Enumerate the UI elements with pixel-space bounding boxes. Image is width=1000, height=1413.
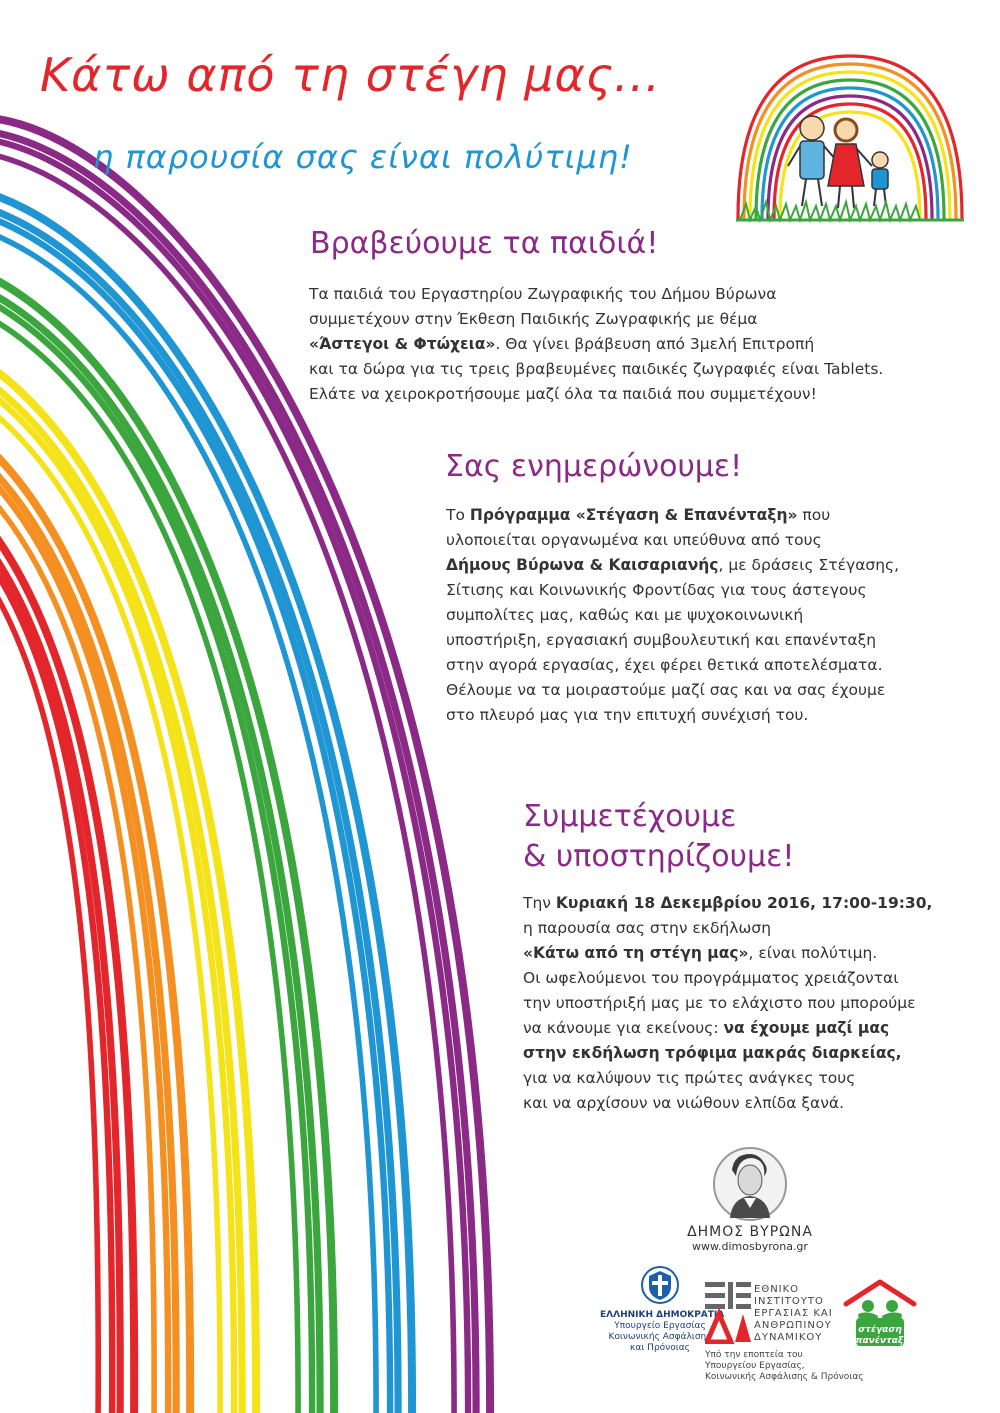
eiead-footer — [705, 1350, 864, 1383]
text-segment: συμπολίτες μας, καθώς και με ψυχοκοινωνική — [446, 606, 804, 624]
body-line — [523, 891, 932, 916]
section-body-support — [523, 891, 932, 1116]
body-line — [446, 678, 899, 703]
body-line — [446, 628, 899, 653]
body-line — [523, 1066, 932, 1091]
text-segment: Την — [523, 894, 556, 912]
eiead-name-line5: ΔΥΝΑΜΙΚΟΥ — [754, 1332, 823, 1343]
text-segment: Σίτισης και Κοινωνικής Φροντίδας για τους άστεγους — [446, 581, 867, 599]
text-segment: να κάνουμε για εκείνους: — [523, 1019, 724, 1037]
eiead-name-line2: ΙΝΣΤΙΤΟΥΤΟ — [754, 1296, 824, 1307]
text-segment: Θέλουμε να τα μοιραστούμε μαζί σας και να σας έχουμε — [446, 681, 886, 699]
bold-text: Πρόγραμμα «Στέγαση & Επανένταξη» — [469, 506, 798, 524]
eiead-logo-icon — [705, 1282, 751, 1344]
eiead-name-line1: ΕΘΝΙΚΟ — [754, 1284, 800, 1295]
text-segment: και τα δώρα για τις τρεις βραβευμένες παιδικές ζωγραφιές είναι Tablets. — [309, 360, 884, 378]
bold-text: Κυριακή 18 Δεκεμβρίου 2016, 17:00-19:30, — [555, 894, 933, 912]
body-line — [309, 282, 883, 307]
body-line — [446, 653, 899, 678]
bold-text: Δήμους Βύρωνα & Καισαριανής — [446, 556, 719, 574]
body-line — [446, 528, 899, 553]
poster-subtitle: η παρουσία σας είναι πολύτιμη! — [93, 138, 633, 176]
bold-text: στην εκδήλωση τρόφιμα μακράς διαρκείας, — [523, 1044, 902, 1062]
body-line — [309, 357, 883, 382]
section-body-info — [446, 503, 899, 728]
body-line — [523, 1016, 932, 1041]
body-line — [309, 332, 883, 357]
section-heading-support-line2: & υποστηρίζουμε! — [523, 839, 795, 874]
text-segment: , είναι πολύτιμη. — [748, 944, 878, 962]
family-drawing-illustration — [730, 48, 970, 230]
greek-emblem-icon — [640, 1265, 680, 1305]
text-segment: που — [797, 506, 831, 524]
body-line — [446, 578, 899, 603]
stegasi-text-line1: στέγαση — [858, 1325, 902, 1335]
text-segment: . Θα γίνει βράβευση από 3μελή Επιτροπή — [495, 335, 815, 353]
section-heading-support-line1: Συμμετέχουμε — [523, 799, 737, 834]
text-segment: η παρουσία σας στην εκδήλωση — [523, 919, 772, 937]
greek-republic-title: ΕΛΛΗΝΙΚΗ ΔΗΜΟΚΡΑΤΙΑ — [600, 1310, 725, 1320]
text-segment: την υποστήριξή μας με το ελάχιστο που μπορούμε — [523, 994, 916, 1012]
poster-title: Κάτω από τη στέγη μας... — [40, 48, 661, 102]
byron-portrait-logo — [712, 1146, 788, 1222]
text-segment: στο πλευρό μας για την επιτυχή συνέχισή του. — [446, 706, 809, 724]
eiead-name — [754, 1284, 833, 1344]
text-segment: υποστήριξη, εργασιακή συμβουλευτική και επανένταξη — [446, 631, 877, 649]
byron-portrait-icon — [712, 1146, 788, 1222]
section-body-awards — [309, 282, 883, 407]
stegasi-logo-text — [842, 1325, 918, 1347]
text-segment: Ελάτε να χειροκροτήσουμε μαζί όλα τα παιδιά που συμμετέχουν! — [309, 385, 817, 403]
section-heading-awards: Βραβεύουμε τα παιδιά! — [310, 226, 659, 261]
body-line — [309, 382, 883, 407]
body-line — [446, 603, 899, 628]
body-line — [523, 941, 932, 966]
eiead-name-line3: ΕΡΓΑΣΙΑΣ ΚΑΙ — [754, 1308, 833, 1319]
text-segment: Το — [446, 506, 470, 524]
municipality-name: ΔΗΜΟΣ ΒΥΡΩΝΑ — [687, 1224, 813, 1240]
text-segment: υλοποιείται οργανωμένα και υπεύθυνα από τους — [446, 531, 822, 549]
body-line — [523, 916, 932, 941]
bold-text: «Άστεγοι & Φτώχεια» — [309, 335, 496, 353]
greek-ministry-line1: Υπουργείο Εργασίας — [614, 1321, 706, 1331]
body-line — [523, 966, 932, 991]
greek-ministry-line2: Κοινωνικής Ασφάλισης — [608, 1332, 712, 1342]
section-heading-info: Σας ενημερώνουμε! — [445, 449, 743, 484]
text-segment: και να αρχίσουν να νιώθουν ελπίδα ξανά. — [523, 1094, 845, 1112]
municipality-url[interactable]: www.dimosbyrona.gr — [692, 1240, 808, 1253]
text-segment: συμμετέχουν στην Έκθεση Παιδικής Ζωγραφικής με θέμα — [309, 310, 758, 328]
stegasi-text-line2: επανένταξη — [850, 1336, 910, 1346]
greek-ministry-line3: και Πρόνοιας — [630, 1343, 690, 1353]
bold-text: «Κάτω από τη στέγη μας» — [523, 944, 749, 962]
text-segment: Τα παιδιά του Εργαστηρίου Ζωγραφικής του Δήμου Βύρωνα — [309, 285, 777, 303]
text-segment: Οι ωφελούμενοι του προγράμματος χρειάζονται — [523, 969, 899, 987]
eiead-footer-line2: Υπουργείου Εργασίας, — [705, 1361, 805, 1371]
text-segment: , με δράσεις Στέγασης, — [718, 556, 900, 574]
eiead-footer-line3: Κοινωνικής Ασφάλισης & Πρόνοιας — [705, 1372, 864, 1382]
body-line — [523, 991, 932, 1016]
eiead-footer-line1: Υπό την εποπτεία του — [705, 1350, 803, 1360]
greek-republic-text — [600, 1310, 725, 1354]
body-line — [309, 307, 883, 332]
bold-text: να έχουμε μαζί μας — [723, 1019, 890, 1037]
body-line — [446, 553, 899, 578]
body-line — [523, 1091, 932, 1116]
greek-republic-logo — [620, 1265, 700, 1305]
text-segment: για να καλύψουν τις πρώτες ανάγκες τους — [523, 1069, 856, 1087]
body-line — [446, 703, 899, 728]
text-segment: στην αγορά εργασίας, έχει φέρει θετικά αποτελέσματα. — [446, 656, 883, 674]
body-line — [523, 1041, 932, 1066]
body-line — [446, 503, 899, 528]
eiead-name-line4: ΑΝΘΡΩΠΙΝΟΥ — [754, 1320, 832, 1331]
